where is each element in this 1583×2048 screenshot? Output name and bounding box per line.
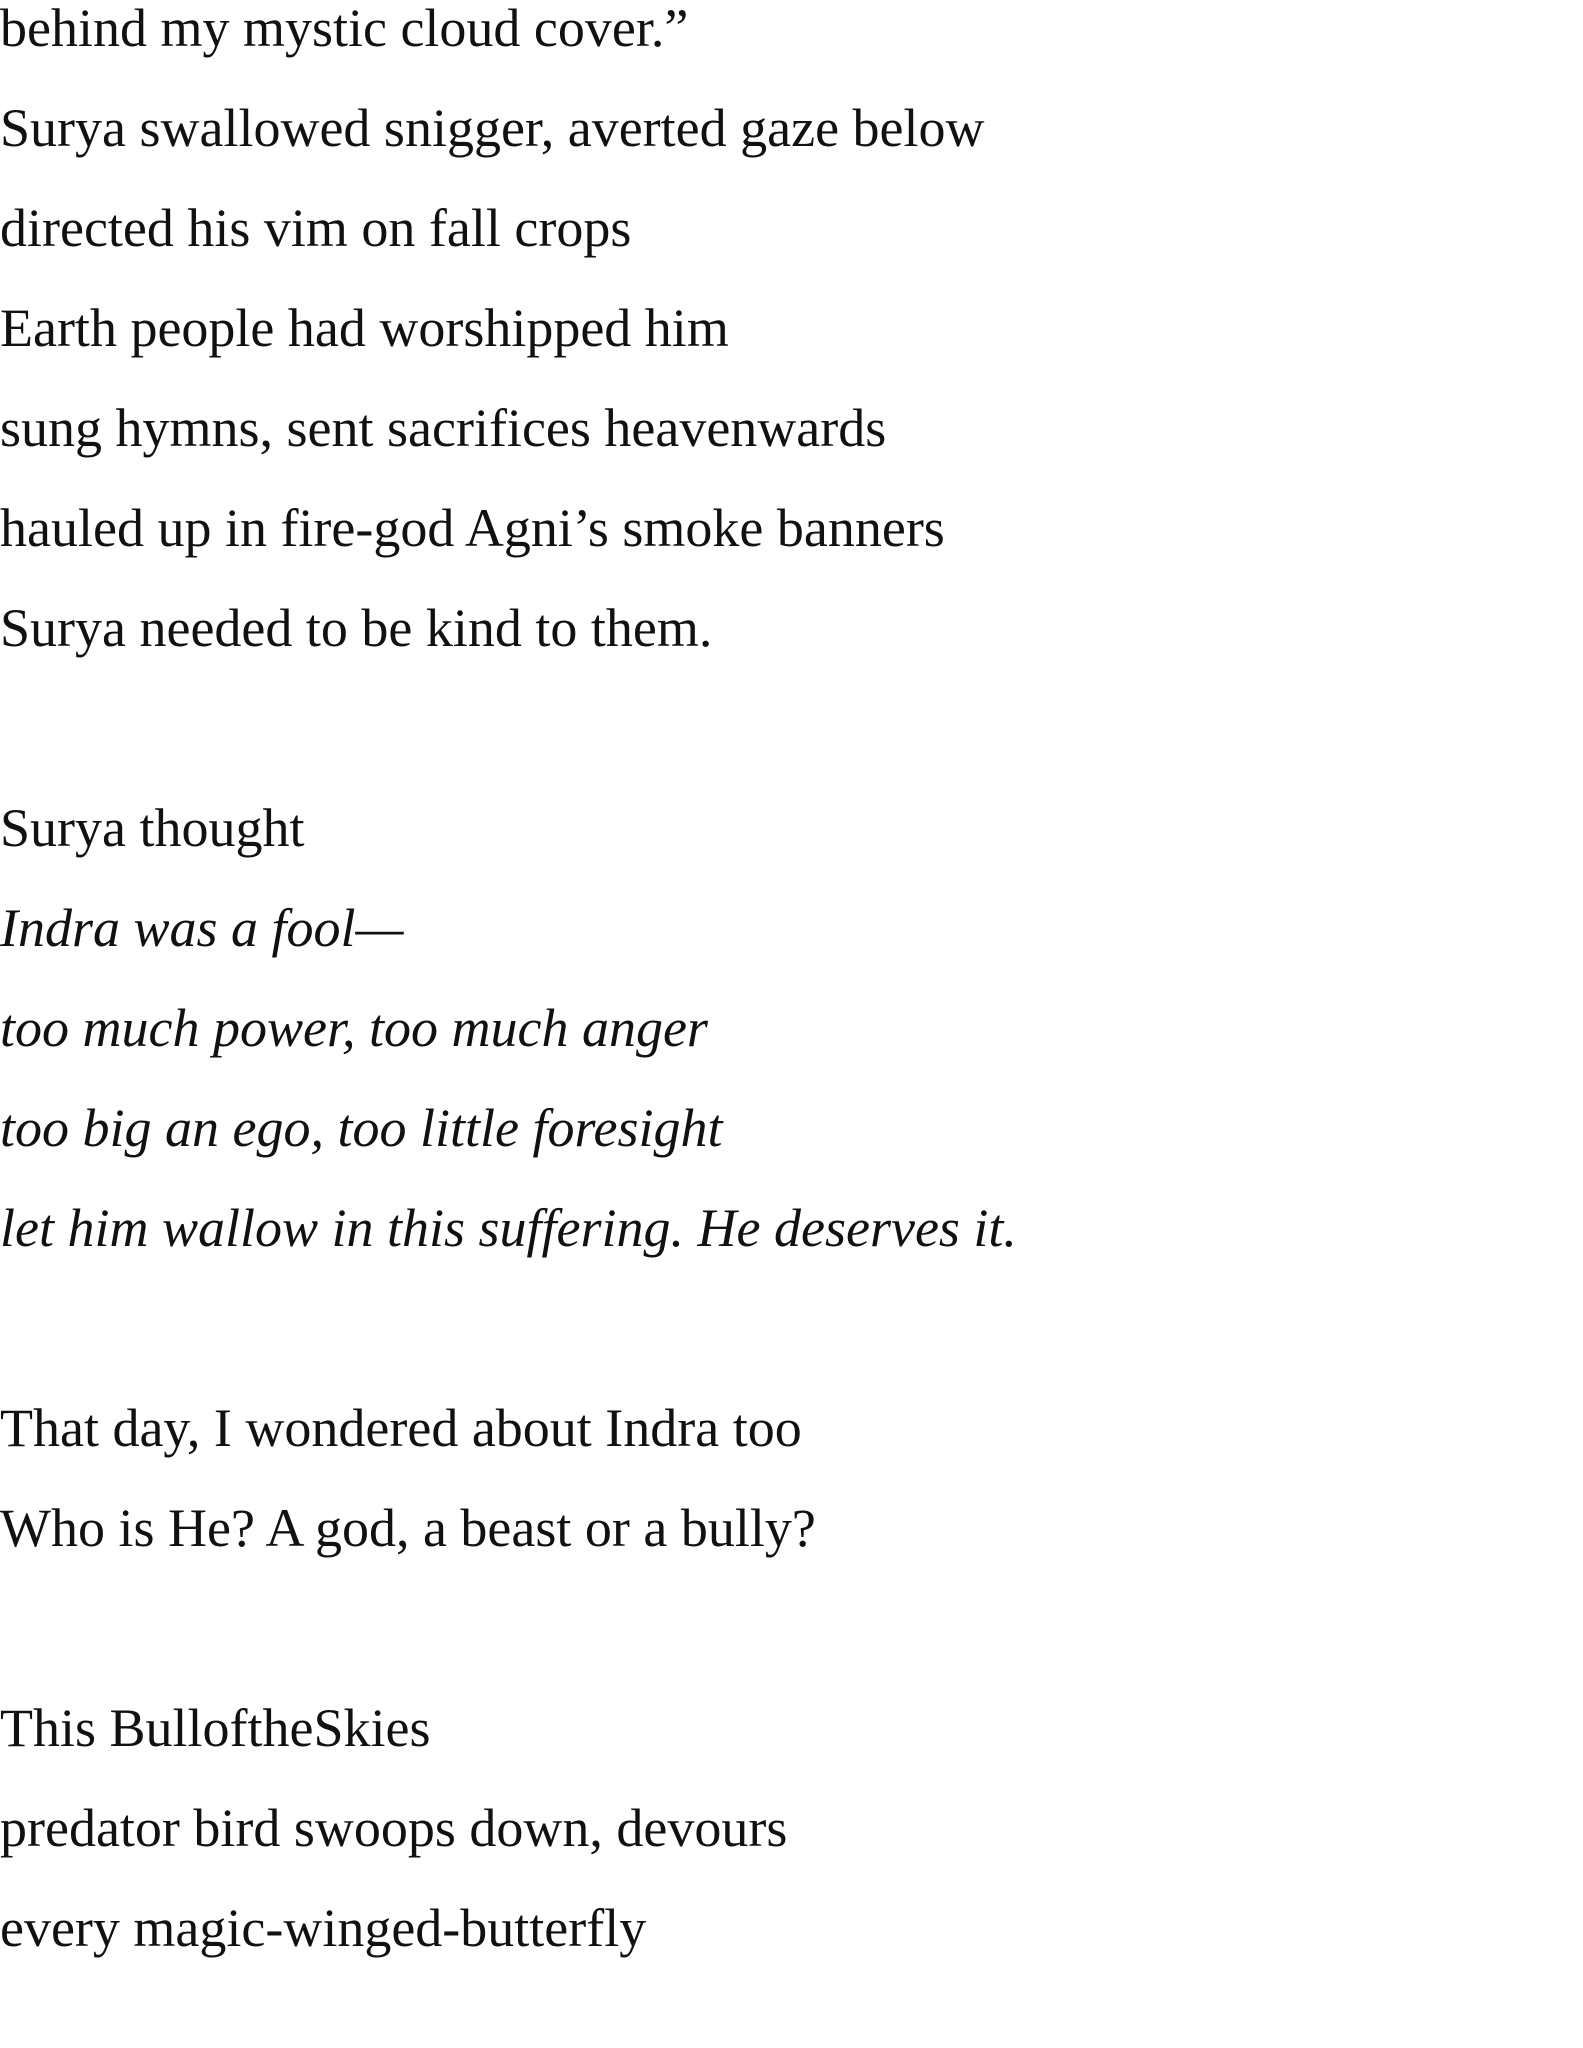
poem-line: hauled up in fire-god Agni’s smoke banners bbox=[0, 498, 945, 558]
poem-line: directed his vim on fall crops bbox=[0, 198, 632, 258]
poem-line: Surya thought bbox=[0, 798, 305, 858]
poem-line: Surya swallowed snigger, averted gaze below bbox=[0, 98, 985, 158]
poem-line: That day, I wondered about Indra too bbox=[0, 1398, 802, 1458]
poem-line-italic: Indra was a fool— bbox=[0, 898, 404, 958]
poem-line: Earth people had worshipped him bbox=[0, 298, 729, 358]
poem-line-italic: too much power, too much anger bbox=[0, 998, 708, 1058]
poem-line: predator bird swoops down, devours bbox=[0, 1798, 788, 1858]
poem-line: Who is He? A god, a beast or a bully? bbox=[0, 1498, 816, 1558]
poem-line-italic: too big an ego, too little foresight bbox=[0, 1098, 723, 1158]
poem-line-italic: let him wallow in this suffering. He deserves it. bbox=[0, 1198, 1017, 1258]
poem-line: sung hymns, sent sacrifices heavenwards bbox=[0, 398, 887, 458]
poem-line: behind my mystic cloud cover.” bbox=[0, 0, 689, 58]
poem-line: This BulloftheSkies bbox=[0, 1698, 431, 1758]
poem-line: Surya needed to be kind to them. bbox=[0, 598, 713, 658]
poem-line: every magic-winged-butterfly bbox=[0, 1898, 647, 1958]
